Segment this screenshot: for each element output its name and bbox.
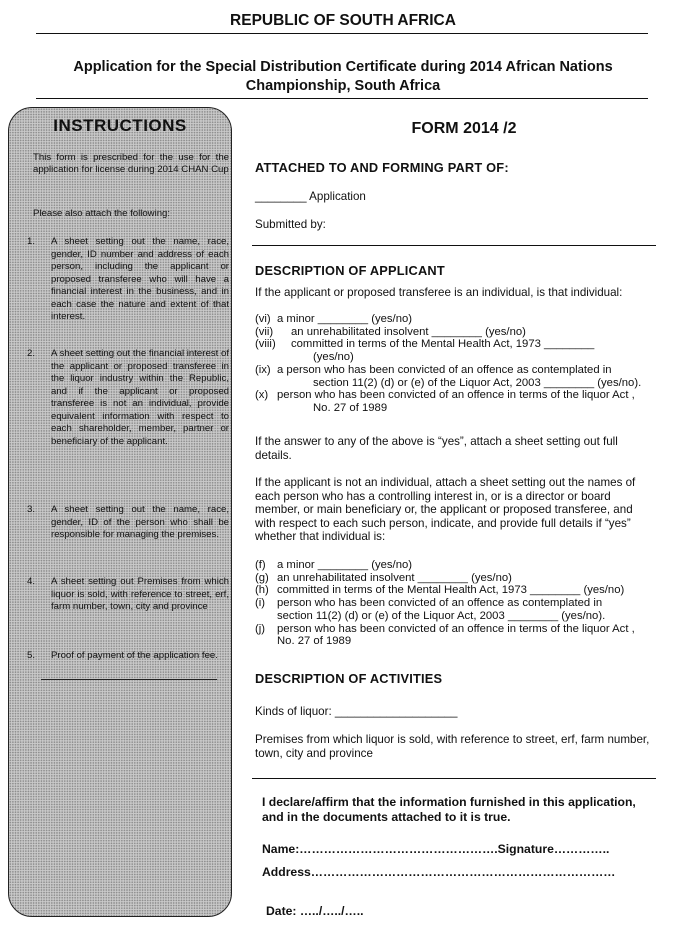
country-heading: REPUBLIC OF SOUTH AFRICA: [230, 12, 456, 29]
question-label: (viii): [255, 338, 276, 351]
question-label: (i): [255, 597, 266, 610]
question-label: (vii): [255, 325, 274, 338]
date-field[interactable]: Date: …../…../…..: [266, 904, 364, 918]
question-text: a minor ________ (yes/no): [277, 559, 413, 571]
instruction-number: 5.: [27, 650, 36, 661]
question-text: person who has been convicted of an offence as contemplated in: [277, 597, 603, 610]
question-text: a minor ________ (yes/no): [277, 313, 413, 325]
instructions-panel: [8, 107, 232, 917]
question-text: committed in terms of the Mental Health Act, 1973 ________: [291, 338, 595, 351]
activities-heading: DESCRIPTION OF ACTIVITIES: [255, 671, 443, 686]
question-text: a person who has been convicted of an offence as contemplated in: [277, 363, 612, 376]
question-label: (x): [255, 389, 269, 402]
question-label: (f): [255, 559, 266, 571]
application-type-field[interactable]: ________ Application: [255, 190, 366, 203]
instructions-attach-note: Please also attach the following:: [33, 208, 171, 219]
attached-heading: ATTACHED TO AND FORMING PART OF:: [255, 160, 509, 175]
application-title-line1: Application for the Special Distribution Certificate during 2014 African Nations: [73, 59, 613, 75]
question-item[interactable]: [255, 338, 655, 363]
question-continuation: section 11(2) (d) or (e) of the Liquor Act, 2003 ________ (yes/no).: [277, 609, 606, 622]
question-text: an unrehabilitated insolvent ________ (yes/no): [291, 325, 526, 338]
form-number: FORM 2014 /2: [411, 120, 517, 137]
question-item[interactable]: [255, 572, 655, 585]
instructions-divider: [41, 679, 217, 680]
question-label: (g): [255, 571, 269, 584]
section-rule: [252, 245, 656, 246]
question-item[interactable]: [255, 313, 655, 326]
application-title: [20, 58, 666, 96]
question-text: an unrehabilitated insolvent ________ (yes/no): [277, 571, 512, 584]
question-text: person who has been convicted of an offence in terms of the liquor Act ,: [277, 622, 635, 635]
question-text: person who has been convicted of an offence in terms of the liquor Act ,: [277, 389, 635, 402]
instruction-text: Proof of payment of the application fee.: [51, 650, 218, 661]
instruction-number: 2.: [27, 348, 36, 359]
application-title-line2: Championship, South Africa: [245, 78, 441, 94]
question-continuation: (yes/no): [313, 351, 354, 364]
name-signature-field[interactable]: Name:………………………………………….Signature…………..: [262, 842, 610, 856]
non-individual-intro: If the applicant is not an individual, attach a sheet setting out the names of each person who has a controlling interest in, or is a director or board member, or main beneficiary or, the applicant or proposed transferee, and with respect to each such person, indicate, and provide full details if “yes” whether that individual is:: [255, 476, 636, 544]
instruction-item: [27, 576, 229, 614]
question-continuation: No. 27 of 1989: [277, 635, 352, 648]
premises-field[interactable]: Premises from which liquor is sold, with reference to street, erf, farm number, town, city and province: [255, 733, 650, 760]
instruction-text: A sheet setting out the name, race, gender, ID number and address of each person, including the applicant or proposed transferee who will have a financial interest in the business, and in each case the nature and extent of that interest.: [51, 236, 229, 322]
question-item[interactable]: [255, 364, 655, 389]
question-item[interactable]: [255, 597, 655, 622]
question-text: committed in terms of the Mental Health Act, 1973 ________ (yes/no): [277, 584, 625, 597]
title-rule: [36, 98, 648, 99]
instruction-text: A sheet setting out the name, race, gender, ID of the person who shall be responsible for managing the premises.: [51, 504, 229, 540]
yes-answer-note: If the answer to any of the above is “yes”, attach a sheet setting out full details.: [255, 435, 618, 462]
instruction-text: A sheet setting out the financial interest of the applicant or proposed transferee in the liquor industry within the Republic, and if the applicant or proposed transferee is not an individual, provide equivalent information with respect to each shareholder, member, partner or beneficiary of the applicant.: [51, 348, 229, 447]
question-item[interactable]: [255, 326, 655, 339]
question-label: (h): [255, 584, 269, 597]
section-rule: [252, 778, 656, 779]
question-item[interactable]: [255, 389, 655, 414]
instruction-item: [27, 348, 229, 448]
individual-intro: If the applicant or proposed transferee is an individual, is that individual:: [255, 286, 623, 299]
question-label: (j): [255, 622, 266, 635]
question-continuation: No. 27 of 1989: [313, 401, 388, 414]
instructions-intro: This form is prescribed for the use for the application for license during 2014 CHAN Cup: [33, 152, 229, 175]
instruction-text: A sheet setting out Premises from which liquor is sold, with reference to street, erf, farm number, town, city and province: [51, 576, 229, 612]
kinds-of-liquor-field[interactable]: Kinds of liquor: ___________________: [255, 705, 458, 718]
instruction-item: [27, 650, 229, 663]
instruction-item: [27, 236, 229, 324]
instructions-title: INSTRUCTIONS: [53, 116, 187, 135]
declaration-text: I declare/affirm that the information furnished in this application, and in the documents attached to it is true.: [262, 795, 636, 824]
applicant-heading: DESCRIPTION OF APPLICANT: [255, 263, 445, 278]
instruction-item: [27, 504, 229, 542]
question-item[interactable]: [255, 623, 655, 648]
submitted-by-field[interactable]: Submitted by:: [255, 218, 326, 231]
instruction-number: 4.: [27, 576, 36, 587]
entity-questions: [255, 559, 655, 648]
instruction-number: 3.: [27, 504, 36, 515]
question-label: (ix): [255, 363, 271, 376]
question-item[interactable]: [255, 584, 655, 597]
header-rule: [36, 33, 648, 34]
address-field[interactable]: Address…………………………………………………………………: [262, 865, 616, 879]
individual-questions: [255, 313, 655, 415]
instruction-number: 1.: [27, 236, 36, 247]
question-label: (vi): [255, 313, 271, 325]
question-item[interactable]: [255, 559, 655, 572]
question-continuation: section 11(2) (d) or (e) of the Liquor Act, 2003 ________ (yes/no).: [313, 376, 642, 389]
